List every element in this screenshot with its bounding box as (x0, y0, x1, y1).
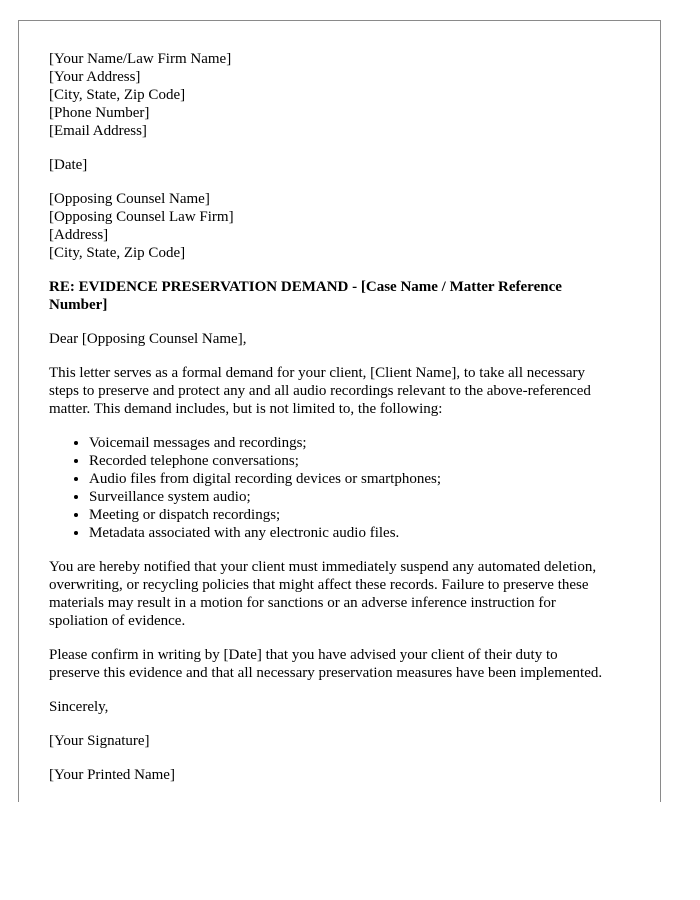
printed-name: [Your Printed Name] (49, 767, 175, 783)
signature: [Your Signature] (49, 733, 150, 749)
sender-address: [Your Address] (49, 69, 141, 85)
recipient-name: [Opposing Counsel Name] (49, 191, 210, 207)
evidence-list (49, 434, 609, 542)
body-paragraph-3: Please confirm in writing by [Date] that you have advised your client of their duty to preserve this evidence and that all necessary preservation measures have been implemented. (49, 647, 603, 681)
closing: Sincerely, (49, 699, 109, 715)
list-item: • Recorded telephone conversations; (89, 452, 609, 470)
letter-content (49, 50, 609, 800)
list-item: • Surveillance system audio; (89, 488, 609, 506)
list-item: • Audio files from digital recording devices or smartphones; (89, 470, 609, 488)
recipient-block (49, 190, 609, 262)
list-item: • Metadata associated with any electronic audio files. (89, 524, 609, 542)
letter-date: [Date] (49, 157, 88, 173)
body-paragraph-2: You are hereby notified that your client must immediately suspend any automated deletion, overwriting, or recycling policies that might affect these records. Failure to preserve these materials may result in a motion for sanctions or an adverse inference instruction for spoliation of evidence. (49, 559, 597, 629)
list-item: • Meeting or dispatch recordings; (89, 506, 609, 524)
sender-email: [Email Address] (49, 123, 147, 139)
recipient-firm: [Opposing Counsel Law Firm] (49, 209, 234, 225)
body-paragraph-1: This letter serves as a formal demand for your client, [Client Name], to take all necessary steps to preserve and protect any and all audio recordings relevant to the above-referenced matter. This demand includes, but is not limited to, the following: (49, 365, 591, 417)
date-block (49, 156, 609, 174)
letter-page (18, 20, 661, 802)
list-item: • Voicemail messages and recordings; (89, 434, 609, 452)
sender-city-state-zip: [City, State, Zip Code] (49, 87, 186, 103)
sender-phone: [Phone Number] (49, 105, 150, 121)
recipient-address: [Address] (49, 227, 109, 243)
subject-line: RE: EVIDENCE PRESERVATION DEMAND - [Case Name / Matter Reference Number] (49, 279, 562, 313)
sender-block (49, 50, 609, 140)
sender-name: [Your Name/Law Firm Name] (49, 51, 232, 67)
recipient-city-state-zip: [City, State, Zip Code] (49, 245, 186, 261)
salutation: Dear [Opposing Counsel Name], (49, 331, 247, 347)
